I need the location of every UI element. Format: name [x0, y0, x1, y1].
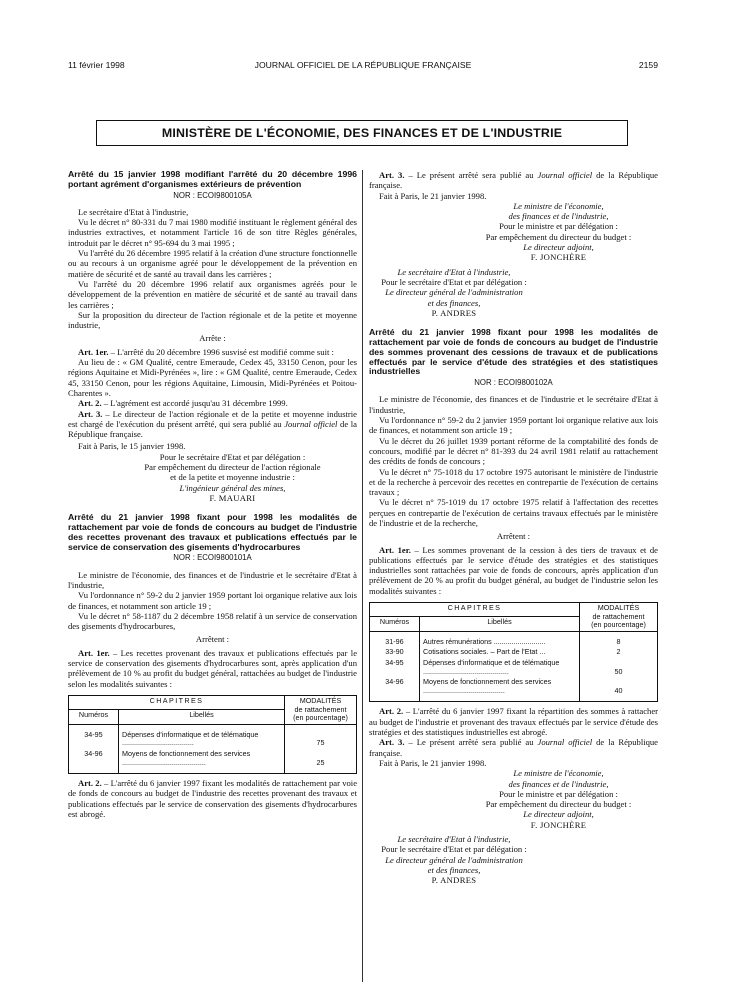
- signature-line: Par empêchement du directeur de l'action régionale: [144, 462, 321, 473]
- signature-line: Pour le ministre et par délégation :: [499, 221, 618, 232]
- header-line: de rattachement: [294, 704, 347, 714]
- article-label: Art. 2.: [78, 398, 102, 409]
- signature-line: Le directeur général de l'administration: [385, 287, 523, 298]
- table-row: [69, 749, 357, 774]
- article-text: – Le directeur de l'action régionale et de la petite et moyenne industrie est chargé de l'exécution du présent arrêté, qui sera publié au: [68, 408, 357, 429]
- signature-line: L'ingénieur général des mines,: [179, 482, 286, 493]
- article-text: – Les sommes provenant de la cession à des tiers de travaux et de publications effectués par le service d'étude des stratégies et des statistiques industrielles sont rattachées par voie de fonds de concours, après application d'un prélèvement de 20 % au profit du budget général, au budget de l'industrie selon les modalités suivantes :: [369, 544, 658, 596]
- chapter-number: 33-90: [370, 647, 420, 658]
- signature-line: Le directeur adjoint,: [523, 809, 594, 820]
- page-number: 2159: [638, 60, 658, 70]
- nor-reference: NOR : ECOI9800105A: [173, 190, 252, 200]
- decree-3: [369, 328, 658, 885]
- article-text: – Le présent arrêté sera publié au: [404, 737, 538, 748]
- article-2: [68, 398, 357, 408]
- chapter-number: 34-96: [69, 749, 119, 774]
- signature-block: [459, 768, 658, 830]
- signature-line: Pour le secrétaire d'Etat et par délégation :: [381, 844, 527, 855]
- table-header-libelles: Libellés: [119, 710, 285, 724]
- journal-title: JOURNAL OFFICIEL DE LA RÉPUBLIQUE FRANÇAISE: [254, 60, 472, 70]
- chapter-label: Dépenses d'informatique et de télématique ....................................: [119, 724, 285, 749]
- decree-1: [68, 170, 357, 503]
- paragraph: Vu le décret du 26 juillet 1939 portant réforme de la comptabilité des fonds de concours, modifié par le décret n° 81-393 du 24 avril 1981 relatif au rattachement des crédits de fonds de concours ;: [369, 435, 658, 467]
- table-header-chapitres: CHAPITRES: [69, 695, 285, 709]
- running-header: [68, 60, 658, 72]
- signature-block: [369, 834, 539, 885]
- article-text: de la République française.: [68, 418, 357, 440]
- table-header-libelles: Libellés: [420, 617, 580, 631]
- article-1: [369, 545, 658, 596]
- article-2: [369, 706, 658, 737]
- decree-title: Arrêté du 21 janvier 1998 fixant pour 1998 les modalités de rattachement par voie de fonds de concours au budget de l'industrie des sommes provenant des cessions de travaux et de publications effectués par le service d'étude des stratégies et des statistiques industrielles: [369, 327, 658, 377]
- article-1: [68, 648, 357, 689]
- article-text: – Le présent arrêté sera publié au: [404, 170, 538, 180]
- signatory-name: F. MAUARI: [209, 492, 256, 503]
- article-text: – L'agrément est accordé jusqu'au 31 décembre 1999.: [101, 398, 288, 409]
- signature-block: [108, 452, 357, 503]
- paragraph: Vu le décret n° 80-331 du 7 mai 1980 modifié instituant le règlement général des industries extractives, et notamment l'article 16 de son titre Règles générales, introduit par le décret n° 95-694 du 3 mai 1995 ;: [68, 217, 357, 248]
- table-row: [370, 647, 658, 658]
- chapter-number: 34-95: [370, 658, 420, 677]
- chapter-percent: 2: [580, 647, 658, 658]
- signature-line: Le directeur général de l'administration: [385, 854, 523, 865]
- arretent-heading: Arrêtent :: [496, 531, 531, 542]
- table-header-modalites: [285, 695, 357, 724]
- article-label: Art. 2.: [78, 778, 102, 789]
- nor-reference: NOR : ECOI9800101A: [173, 553, 252, 563]
- table-header-numeros: Numéros: [370, 617, 420, 631]
- ministry-title: MINISTÈRE DE L'ÉCONOMIE, DES FINANCES ET DE L'INDUSTRIE: [161, 125, 563, 140]
- signature-line: et des finances,: [427, 297, 481, 308]
- chapter-percent: 25: [285, 749, 357, 774]
- table-row: [370, 658, 658, 677]
- nor-reference: NOR : ECOI9800102A: [474, 378, 553, 388]
- header-line: MODALITÉS: [597, 603, 640, 613]
- signature-line: des finances et de l'industrie,: [508, 211, 609, 222]
- paragraph: Vu l'ordonnance n° 59-2 du 2 janvier 1959 portant loi organique relative aux lois de finances, et notamment son article 19 ;: [68, 590, 357, 611]
- table-header-numeros: Numéros: [69, 710, 119, 724]
- signature-block: [459, 201, 658, 263]
- header-line: de rattachement: [592, 611, 645, 621]
- signature-line: des finances et de l'industrie,: [508, 778, 609, 789]
- paragraph: Vu l'ordonnance n° 59-2 du 2 janvier 1959 portant loi organique relative aux lois de finances, et notamment son article 19 ;: [369, 415, 658, 436]
- article-text: de la République française.: [369, 170, 658, 191]
- chapter-percent: 75: [285, 724, 357, 749]
- signatory-name: P. ANDRES: [431, 875, 477, 886]
- chapter-label: Autres rémunérations ..........................: [420, 631, 580, 647]
- article-label: Art. 1er.: [78, 346, 109, 357]
- table-row: [370, 631, 658, 647]
- article-1: [68, 347, 357, 357]
- paragraph: Sur la proposition du directeur de l'action régionale et de la petite et moyenne industrie,: [68, 309, 357, 331]
- fait-line: Fait à Paris, le 21 janvier 1998.: [379, 757, 487, 768]
- paragraph: Vu le décret n° 58-1187 du 2 décembre 1958 relatif à un service de conservation des gisements d'hydrocarbures,: [68, 610, 357, 632]
- paragraph: Le ministre de l'économie, des finances et de l'industrie et le secrétaire d'Etat à l'industrie,: [369, 394, 658, 415]
- right-column: [369, 170, 658, 885]
- column-divider: [362, 170, 363, 982]
- signature-line: et des finances,: [427, 864, 481, 875]
- signature-block: [369, 267, 539, 318]
- signature-line: Le secrétaire d'Etat à l'industrie,: [397, 266, 511, 277]
- signature-line: Le directeur adjoint,: [523, 242, 594, 253]
- decree-title: Arrêté du 15 janvier 1998 modifiant l'arrêté du 20 décembre 1996 portant agrément d'organismes extérieurs de prévention: [68, 169, 357, 189]
- journal-ref: Journal officiel: [284, 418, 338, 429]
- chapter-percent: 50: [580, 658, 658, 677]
- arrete-heading: Arrête :: [199, 333, 226, 344]
- journal-ref: Journal officiel: [537, 737, 593, 748]
- journal-ref: Journal officiel: [537, 170, 593, 180]
- paragraph: Au lieu de : « GM Qualité, centre Emeraude, Cedex 45, 33150 Cenon, pour les régions Aquitaine et Midi-Pyrénées », lire : « GM Qualité, centre Emeraude, Cedex 45, 33150 Cenon, pour les régions Aquitaine, Limousin, Midi-Pyrénées et Poitou-Charentes ».: [68, 357, 357, 398]
- allocation-table: [68, 695, 357, 774]
- article-text: – Les recettes provenant des travaux et publications effectués par le service de conservation des gisements d'hydrocarbures sont, après application d'un prélèvement de 10 % au profit du budget général, rattachées au budget de l'industrie selon les modalités suivantes :: [68, 647, 358, 689]
- article-label: Art. 1er.: [379, 544, 411, 555]
- article-3: [369, 737, 658, 758]
- ministry-banner: [96, 120, 628, 146]
- signatory-name: P. ANDRES: [431, 307, 477, 318]
- signature-line: et de la petite et moyenne industrie :: [170, 472, 295, 483]
- article-3: [68, 409, 357, 440]
- fait-line: Fait à Paris, le 15 janvier 1998.: [78, 441, 186, 452]
- paragraph: Vu le décret n° 75-1019 du 17 octobre 1975 relatif à l'affectation des recettes perçues en contrepartie de l'exécution de certains travaux effectués par le ministère de l'industrie et de la recherche,: [369, 497, 658, 528]
- issue-date: 11 février 1998: [68, 60, 125, 70]
- article-3: [369, 170, 658, 191]
- article-text: – L'arrêté du 6 janvier 1997 fixant la répartition des sommes à rattacher au budget de l'industrie et provenant des travaux effectués par le service d'étude des stratégies et des statistiques industrielles est abrogé.: [369, 706, 658, 738]
- paragraph: Le ministre de l'économie, des finances et de l'industrie et le secrétaire d'Etat à l'industrie,: [68, 569, 357, 590]
- article-2: [68, 778, 357, 819]
- table-header-chapitres: CHAPITRES: [370, 603, 580, 617]
- article-label: Art. 2.: [379, 706, 404, 717]
- chapter-label: Cotisations sociales. – Part de l'Etat ...: [420, 647, 580, 658]
- fait-line: Fait à Paris, le 21 janvier 1998.: [379, 190, 487, 201]
- decree-title: Arrêté du 21 janvier 1998 fixant pour 1998 les modalités de rattachement par voie de fonds de concours au budget de l'industrie des recettes provenant des travaux et publications effectués par le service de conservation des gisements d'hydrocarbures: [68, 512, 357, 552]
- chapter-number: 34-95: [69, 724, 119, 749]
- signatory-name: F. JONCHÈRE: [530, 819, 587, 830]
- article-text: – L'arrêté du 20 décembre 1996 susvisé est modifié comme suit :: [108, 346, 334, 357]
- signatory-name: F. JONCHÈRE: [530, 252, 587, 263]
- allocation-table: [369, 602, 658, 702]
- paragraph: Vu l'arrêté du 26 décembre 1995 relatif à la création d'une structure fonctionnelle ou au recours à un organisme agréé pour le développement de la prévention en matière de sécurité et de santé au travail dans les carrières ;: [68, 248, 357, 279]
- paragraph: Le secrétaire d'Etat à l'industrie,: [78, 206, 189, 217]
- signature-line: Pour le secrétaire d'Etat et par délégation :: [159, 451, 306, 462]
- header-line: (en pourcentage): [591, 620, 646, 630]
- table-row: [69, 724, 357, 749]
- article-label: Art. 1er.: [78, 647, 110, 658]
- chapter-label: Moyens de fonctionnement des services ..........................................: [119, 749, 285, 774]
- article-label: Art. 3.: [379, 737, 405, 748]
- arretent-heading: Arrêtent :: [195, 634, 230, 645]
- decree-2: [68, 513, 357, 819]
- signature-line: Pour le secrétaire d'Etat et par délégation :: [381, 276, 527, 287]
- article-text: – L'arrêté du 6 janvier 1997 fixant les modalités de rattachement par voie de fonds de concours au budget de l'industrie des recettes provenant des travaux et publications effectués par le service de conservation des gisements d'hydrocarbures est abrogé.: [68, 778, 358, 819]
- signature-line: Par empêchement du directeur du budget :: [485, 231, 632, 242]
- article-label: Art. 3.: [379, 170, 405, 180]
- paragraph: Vu l'arrêté du 20 décembre 1996 relatif aux organismes agréés pour le développement de la prévention en matière de sécurité et de santé au travail dans les carrières ;: [68, 278, 357, 310]
- chapter-label: Dépenses d'informatique et de télématique ...........................................: [420, 658, 580, 677]
- table-header-modalites: [580, 603, 658, 632]
- header-line: (en pourcentage): [293, 713, 348, 723]
- signature-line: Pour le ministre et par délégation :: [499, 788, 618, 799]
- chapter-percent: 40: [580, 677, 658, 702]
- chapter-percent: 8: [580, 631, 658, 647]
- signature-line: Le ministre de l'économie,: [513, 200, 604, 211]
- table-row: [370, 677, 658, 702]
- article-text: de la République française.: [369, 737, 658, 758]
- header-line: MODALITÉS: [299, 695, 342, 705]
- article-label: Art. 3.: [78, 408, 103, 419]
- left-column: [68, 170, 357, 819]
- decree-2-continued: [369, 170, 658, 318]
- chapter-label: Moyens de fonctionnement des services .........................................: [420, 677, 580, 702]
- chapter-number: 31-96: [370, 631, 420, 647]
- paragraph: Vu le décret n° 75-1018 du 17 octobre 1975 autorisant le ministère de l'industrie et de la recherche à percevoir des recettes en contrepartie de l'exécution de certains travaux ;: [369, 466, 658, 498]
- signature-line: Le secrétaire d'Etat à l'industrie,: [397, 833, 511, 844]
- chapter-number: 34-96: [370, 677, 420, 702]
- signature-line: Le ministre de l'économie,: [513, 768, 604, 779]
- signature-line: Par empêchement du directeur du budget :: [485, 799, 632, 810]
